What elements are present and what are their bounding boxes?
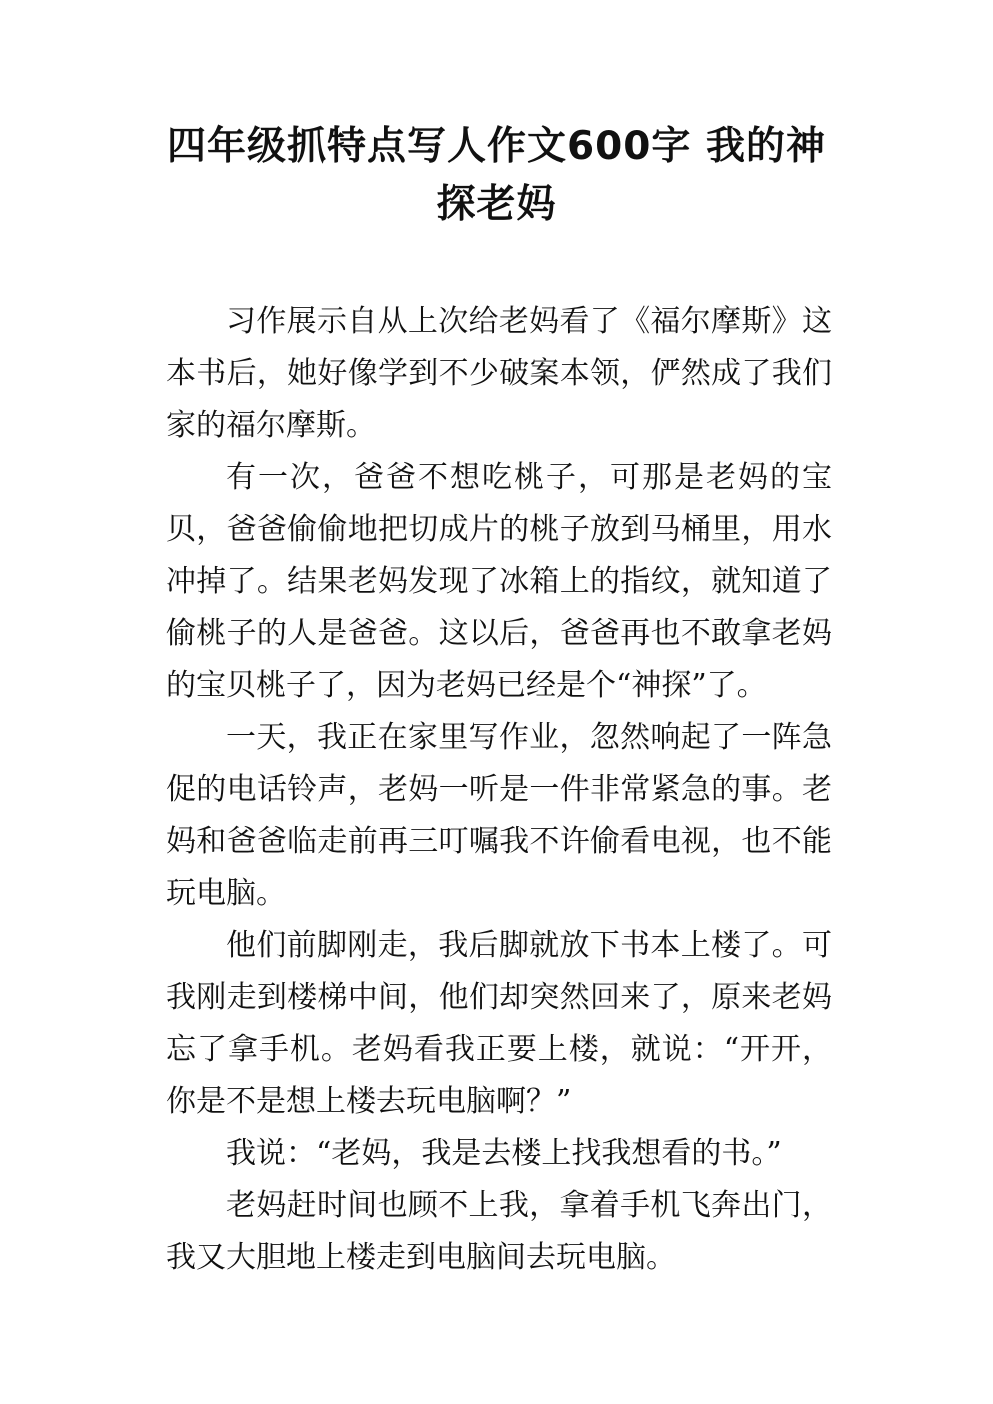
- paragraph: 我说：“老妈，我是去楼上找我想看的书。”: [226, 1136, 782, 1171]
- document-body: [166, 296, 832, 1284]
- paragraph: 一天，我正在家里写作业，忽然响起了一阵急促的电话铃声，老妈一听是一件非常紧急的事。老妈和爸爸临走前再三叮嘱我不许偷看电视，也不能玩电脑。: [166, 720, 832, 911]
- paragraph: 习作展示自从上次给老妈看了《福尔摩斯》这本书后，她好像学到不少破案本领，俨然成了我们家的福尔摩斯。: [166, 304, 832, 443]
- document-title: 四年级抓特点写人作文600字 我的神探老妈: [167, 124, 826, 227]
- paragraph: 有一次，爸爸不想吃桃子，可那是老妈的宝贝，爸爸偷偷地把切成片的桃子放到马桶里，用水冲掉了。结果老妈发现了冰箱上的指纹，就知道了偷桃子的人是爸爸。这以后，爸爸再也不敢拿老妈的宝贝桃子了，因为老妈已经是个“神探”了。: [166, 460, 832, 703]
- paragraph: 老妈赶时间也顾不上我，拿着手机飞奔出门，我又大胆地上楼走到电脑间去玩电脑。: [166, 1188, 832, 1275]
- paragraph: 他们前脚刚走，我后脚就放下书本上楼了。可我刚走到楼梯中间，他们却突然回来了，原来老妈忘了拿手机。老妈看我正要上楼，就说：“开开，你是不是想上楼去玩电脑啊？”: [166, 928, 832, 1119]
